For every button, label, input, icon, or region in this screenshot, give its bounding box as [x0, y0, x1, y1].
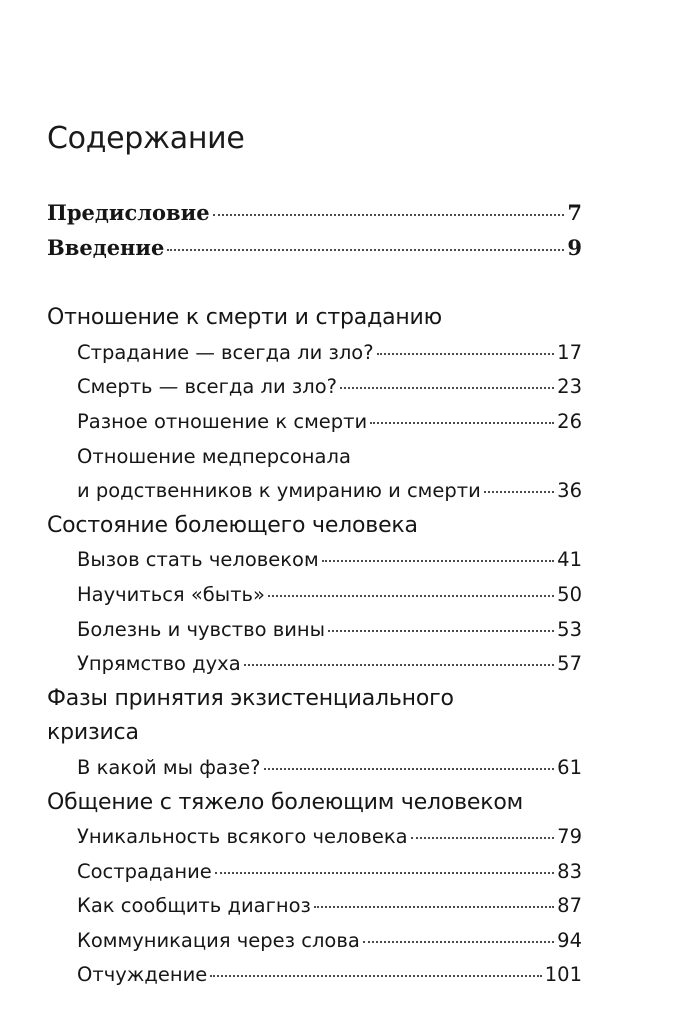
toc-section-heading-cont	[47, 716, 582, 751]
toc-entry-label: Введение	[47, 234, 165, 260]
toc-entry-label: Смерть — всегда ли зло?	[77, 375, 337, 399]
dot-leader	[268, 594, 554, 597]
dot-leader	[215, 871, 554, 874]
toc-entry-label: Научиться «быть»	[77, 582, 265, 606]
toc-entry-label: Разное отношение к смерти	[77, 409, 368, 433]
toc-entry-label: Вызов стать человеком	[77, 548, 319, 572]
toc-page-number: 94	[557, 928, 582, 952]
dot-leader	[370, 421, 554, 424]
dot-leader	[210, 974, 542, 977]
page-title: Содержание	[47, 121, 245, 156]
toc-entry	[47, 613, 582, 648]
toc-entry	[47, 336, 582, 371]
toc-entry	[47, 405, 582, 440]
toc-page-number: 101	[544, 963, 582, 987]
toc-entry	[47, 578, 582, 613]
toc-page-number: 41	[557, 548, 582, 572]
toc-entry-introduction	[47, 231, 582, 266]
dot-leader	[377, 352, 555, 355]
toc-entry	[47, 647, 582, 682]
toc-page-number: 9	[567, 234, 582, 260]
toc-entry-label: Страдание — всегда ли зло?	[77, 340, 374, 364]
dot-leader	[484, 490, 554, 493]
toc-page-number: 7	[567, 200, 582, 225]
toc-entry	[47, 474, 582, 509]
toc-entry	[47, 889, 582, 924]
toc-section-heading	[47, 509, 582, 544]
toc-entry-label: Упрямство духа	[77, 652, 241, 676]
toc-page-number: 50	[557, 582, 582, 606]
dot-leader	[411, 836, 555, 839]
section-title: Отношение к смерти и страданию	[47, 305, 442, 331]
table-of-contents	[47, 196, 582, 993]
toc-entry-preface	[47, 196, 582, 231]
toc-entry-label: и родственников к умиранию и смерти	[77, 479, 481, 503]
toc-page-number: 23	[557, 375, 582, 399]
section-title: Фазы принятия экзистенциального	[47, 685, 454, 711]
dot-leader	[328, 629, 554, 632]
toc-entry-label: Отношение медперсонала	[77, 444, 351, 468]
dot-leader	[322, 559, 555, 562]
toc-entry-label: Уникальность всякого человека	[77, 825, 408, 849]
toc-entry	[47, 924, 582, 959]
dot-leader	[244, 663, 555, 666]
toc-page-number: 57	[557, 652, 582, 676]
toc-entry-label: Коммуникация через слова	[77, 928, 360, 952]
toc-entry	[47, 820, 582, 855]
section-title: кризиса	[47, 720, 139, 746]
toc-page-number: 17	[557, 340, 582, 364]
toc-page-number: 53	[557, 617, 582, 641]
toc-entry-label: Сострадание	[77, 859, 212, 883]
toc-entry-label: Предисловие	[47, 200, 210, 225]
toc-entry-label: Отчуждение	[77, 963, 208, 987]
toc-page-number: 87	[557, 894, 582, 918]
section-title: Состояние болеющего человека	[47, 512, 418, 538]
toc-section-heading	[47, 682, 582, 717]
toc-page-number: 36	[557, 479, 582, 503]
dot-leader	[213, 213, 565, 216]
toc-page-number: 61	[557, 755, 582, 779]
toc-page-number: 26	[557, 409, 582, 433]
toc-entry	[47, 543, 582, 578]
toc-entry	[47, 855, 582, 890]
toc-entry	[47, 958, 582, 993]
dot-leader	[264, 767, 555, 770]
dot-leader	[340, 386, 554, 389]
toc-page-number: 83	[557, 859, 582, 883]
toc-entry	[47, 751, 582, 786]
toc-section-heading	[47, 301, 582, 336]
toc-section-heading	[47, 786, 582, 821]
toc-entry	[47, 370, 582, 405]
section-title: Общение с тяжело болеющим человеком	[47, 789, 524, 815]
toc-entry-label: Как сообщить диагноз	[77, 894, 311, 918]
toc-page-number: 79	[557, 825, 582, 849]
dot-leader	[314, 905, 554, 908]
toc-entry-label: Болезнь и чувство вины	[77, 617, 326, 641]
section-gap	[47, 265, 582, 301]
dot-leader	[363, 940, 554, 943]
toc-entry-label: В какой мы фазе?	[77, 755, 261, 779]
toc-entry-line	[47, 440, 582, 475]
dot-leader	[167, 248, 564, 251]
